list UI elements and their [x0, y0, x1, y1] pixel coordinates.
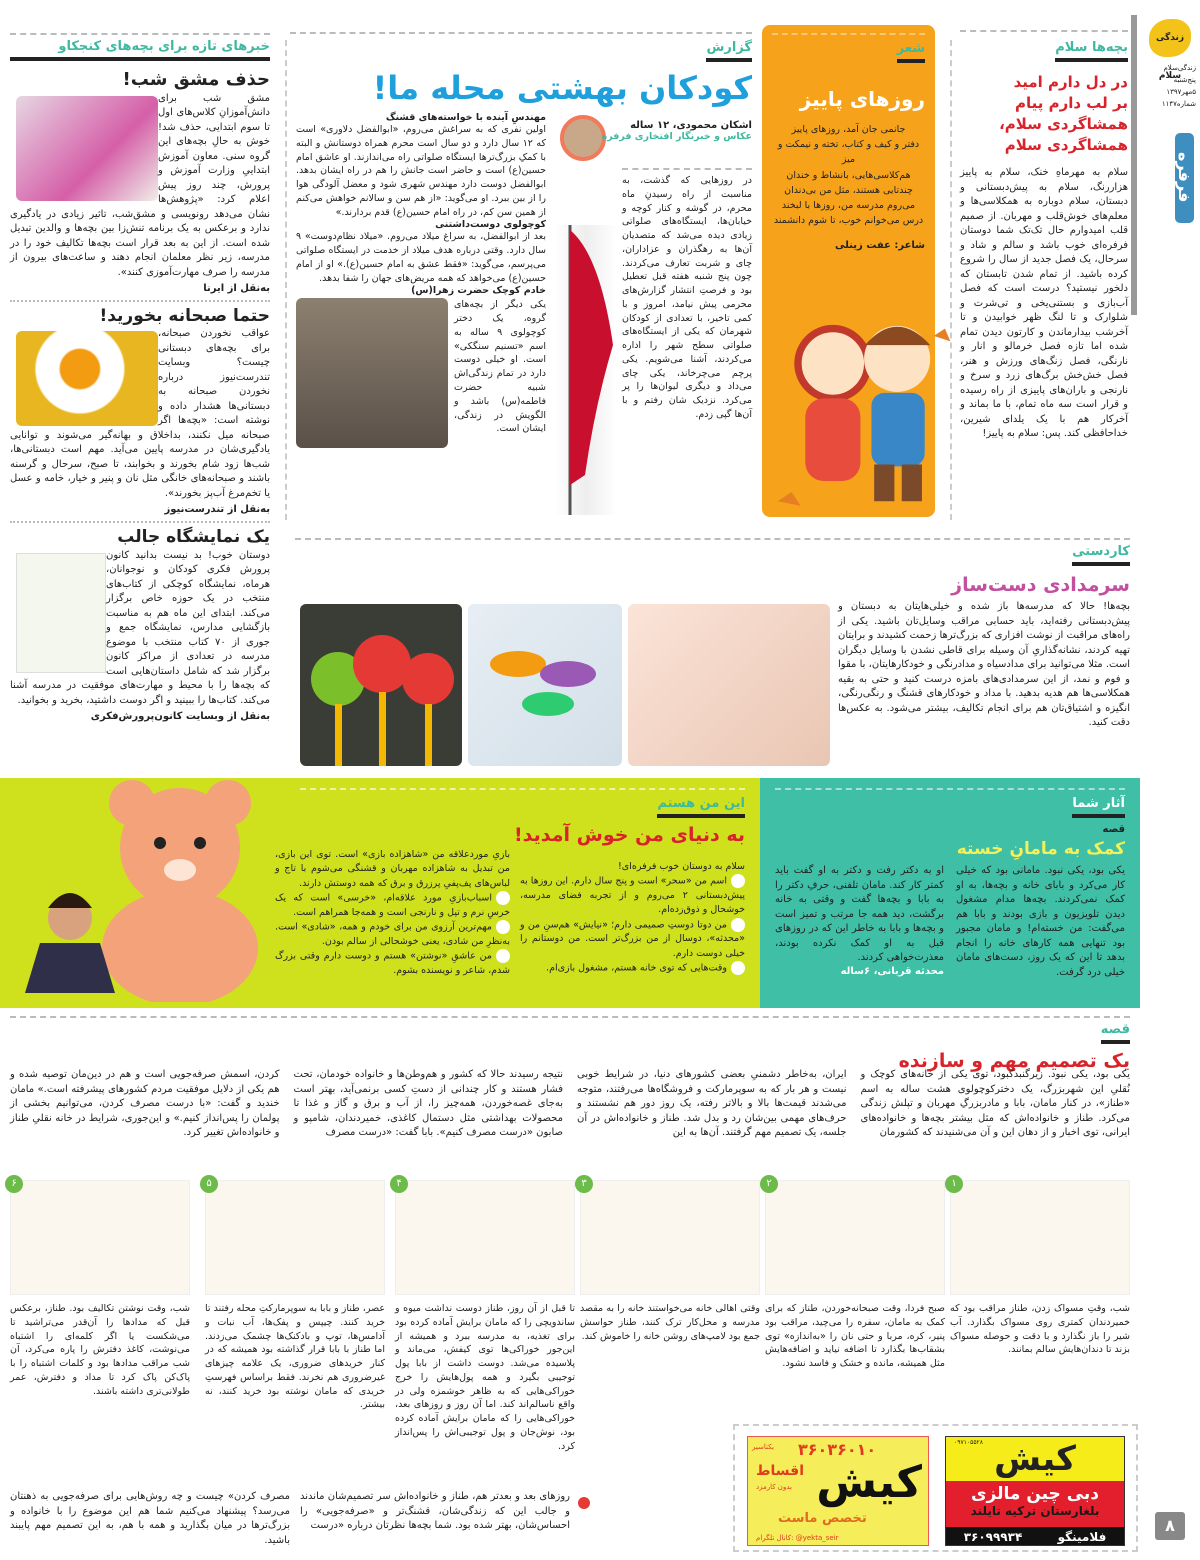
poem-line: درس می‌خوانم خوب، تا شوم دانشمند	[773, 215, 924, 227]
ad-flamingo[interactable]	[945, 1436, 1125, 1546]
section-kicker: این من هستم	[657, 796, 745, 818]
ad-tagline: تخصص ماست	[778, 1511, 867, 1526]
yours-section	[760, 778, 1140, 1008]
comic-panel	[205, 1180, 385, 1295]
yours-label: قصه	[1102, 824, 1125, 835]
section-kicker: شعر	[897, 41, 925, 63]
report-subhead: مهندسِ آینده با خواسته‌های قشنگ	[385, 112, 546, 123]
ad-channel: کانال تلگرام: @yekta_seir	[756, 1534, 839, 1542]
ad-phone: ۳۶۰۹۹۹۳۴	[963, 1530, 1023, 1544]
kids-illustration	[770, 290, 960, 515]
me-item: اسم من «سحر» است و پنج سال دارم. این روزها به پیش‌دبستانی ۲ می‌روم و از تجربه فضای مدرسه، خوشحال و ذوق‌زده‌ام.	[520, 875, 745, 916]
news-title: یک نمایشگاه جالب	[117, 527, 270, 548]
yours-col2: او به دکتر رفت و دکتر به او گفت باید کمتر کار کند. مامان تلفنی، حرفِ دکتر را به بابا و بچه‌ها گفت و وقتی به خانه برگشت، دید همه جا مرتب و تمیز است و بچه‌ها و بابا به خاطر این که در روزهای قبل به او کمک نکرده بودند، معذرت‌خواهی کردند.	[775, 865, 944, 964]
section-kicker: بچه‌ها سلام	[1055, 40, 1128, 62]
poem-line: دفتر و کیف و کتاب، تخته و نیمکت و میز	[777, 139, 920, 166]
craft-body: بچه‌ها! حالا که مدرسه‌ها باز شده و خیلی‌هایتان به دبستان و پیش‌دبستانی رفته‌اید، باید حسابی مراقب وسایل‌تان باشید. یکی از راه‌های مراقبت از نوشت افزاری که بزرگ‌ترها زحمت کشیدند و برایتان تهیه کردند، نشانه‌گذاریِ آن وسیله برای قاطی نشدن با وسایل دیگران است. مثلا می‌توانید برای مدادسیاه و مدادرنگی و خودکارهایتان، با مقوا و فوم و نمد، از این سرمدادی‌های بامزه درست کنید و حتی به بقیه همکلاسی‌ها هم هدیه بدهید. با مداد و خودکارهای قشنگ و رنگی‌رنگی، انگیزه و اشتیاق‌تان هم برای انجام تکالیف، بیشتر می‌شود. به عکس‌ها دقت کنید.	[838, 601, 1130, 728]
ad-brand: یکتاسیر	[752, 1443, 774, 1451]
girl-bear-photo	[0, 778, 270, 1008]
story-title: یک تصمیم مهم و سازنده	[898, 1050, 1130, 1072]
ad-line: بلغارستان ترکیه تایلند	[970, 1504, 1100, 1519]
comic-panel	[10, 1180, 190, 1295]
panel-number: ۵	[200, 1175, 218, 1193]
divider	[285, 40, 287, 520]
poem-title: روزهای پاییز	[799, 87, 925, 111]
logo: زندگی سلام	[1149, 19, 1191, 57]
story-col: کردن، اسمش صرفه‌جویی است و هم در دین‌مان توصیه شده و هم یکی از دلایل موفقیت مردم کشورهای پیشرفته است.» مامان خندید و گفت: «با درست مصرف کردن، می‌توانیم بخشی از پولمان را پس‌انداز کنیم.» و این‌جوری، شرایط در خانه نقلیِ طناز و خانواده‌اش تغییر کرد.	[10, 1069, 280, 1138]
ad-title: کیش	[816, 1457, 922, 1508]
meta-line: ۵مهر۱۳۹۷	[1166, 87, 1196, 96]
bullet-icon	[496, 920, 510, 934]
horse-pencils-photo	[628, 604, 830, 766]
masthead	[1140, 15, 1200, 335]
me-item: مهم‌ترین آرزوی من برای خودم و همه، «شادی» است. به‌نظرِ من شادی، یعنی خوشحالی از سالم بودن.	[275, 921, 510, 947]
report-paragraph-text: یکی دیگر از بچه‌های گروه، یک دختر کوچولوی ۹ ساله به اسم «تسنیم سنگکی» است. او خیلی دوست دارد در تمام زندگی‌اش شبیه حضرت فاطمه(س) باشد و الگویش در زندگی، ایشان است.	[454, 299, 546, 435]
hello-title-line: همشاگردی سلام	[1004, 136, 1128, 154]
me-greeting: سلام به دوستان خوب فرفره‌ای!	[618, 861, 745, 872]
reporter-role: عکاس و خبرنگار افتخاری فرفره	[601, 131, 752, 142]
meta-line: زندگی‌سلام	[1163, 64, 1196, 72]
panel-caption: تا قبل از آن روز، طناز دوست نداشت میوه و ساندویچی را که مامان برایش آماده کرده بود برای تغذیه، به مدرسه ببرد و همیشه از این‌جور خوراکی‌ها توی کیفش، می‌ماند و پلاسیده می‌شد. دوست داشت از بابا پول توجیبی بگیرد و همه پول‌هایش را خرج خوراکی‌هایی که به ظاهر خوشمزه ولی در واقع ناسالم‌اند کند. اما آن روز و روزهای بعد، خوراکی‌هایی را که مامان برایش آماده کرده بود، نوش‌جان و پول توجیبی‌اش را پس‌انداز کرد.	[395, 1303, 575, 1452]
story-section	[10, 1016, 1130, 1074]
hello-title-line: همشاگردی سلام،	[999, 115, 1128, 133]
ad-offer-sub: بدون کارمزد	[756, 1483, 792, 1491]
reporter-name: اشکان محمودی، ۱۲ ساله	[630, 120, 752, 131]
news-body: دوستان خوب! بد نیست بدانید کانون پرورش فکری کودکان و نوجوانان، هرماه، نمایشگاه کوچکی از کتاب‌های منتخب در یک حوزه خاص برگزار می‌کند. ابتدای این ماه هم به مناسبت بازگشایی مدارس، نمایشگاه جمع و جوری از ۷۰ کتاب منتخب با موضوع مدرسه در تعدادی از مراکز کانون برگزار شد که شامل داستان‌هایی است که بچه‌ها را با محیط و مهارت‌های موفقیت در مدرسه آشنا می‌کند. کتاب‌ها را ببینید و اگر دوست داشتید، بخرید و بخوانید.	[10, 549, 270, 706]
report-title: کودکان بهشتی محله ما!	[372, 69, 752, 107]
me-item: من دوتا دوستِ صمیمی دارم؛ «نیایش» هم‌سنِ من و «محدثه»، دوسال از من بزرگ‌تر است. من دوستانم را خیلی دوست دارم.	[520, 919, 745, 959]
hello-body: سلام به مهرماهِ خنک، سلام به پاییز هزاررنگ، سلام به پیش‌دبستانی و دبستان، سلام دوباره به همکلاسی‌ها و معلم‌های خوش‌قلب و مهربان. از صمیم قلب امیدوارم حال تک‌تک شما دوستان فرفره‌ای خوب باشد و سالم و شاد و سرحال، یک فصل جدید از سال را شروع کرده باشید. از تمام شدن تابستان که دلخور نیستید؟ درست است که فصل آب‌بازی و بستنی‌یخی و تی‌شرت و شلوارک و تا لنگ ظهر خوابیدن و تا آخرشب بیدارماندن و کارتون دیدن تمام شده اما تازه فصل خرمالو و انار و نارنگی، فصل زنگ‌های ورزش و هنر، فصل خش‌خش برگ‌های زرد و سرخ و نارنجی و باران‌های پاییزی از راه رسیده و قرار است سه ماه تمام، با ما بماند و آخرکار هم با یک یلدای شیرین، خداحافظی کند. پس: سلام به پاییز!	[960, 167, 1128, 439]
scroll-rule	[1131, 15, 1137, 315]
me-item: اسباب‌بازیِ مورد علاقه‌ام، «خرسی» است که یک خرسِ نرم و تپل و نارنجی است و همه‌جا همراهم است.	[275, 892, 510, 918]
yours-author: محدثه قربانی، ۶ساله	[840, 965, 944, 977]
fish-pencils-photo	[468, 604, 622, 766]
meta-line: شماره۱۱۴۷	[1161, 99, 1196, 108]
yours-col1: یکی بود، یکی نبود. مامانی بود که خیلی کار می‌کرد و بابای خانه و بچه‌ها، به او کمک نمی‌کردند. بچه‌ها مدام مشغول دیدن تلویزیون و بازی بودند و بابا هم می‌گفت: من خسته‌ام! و مامان مجبور بود تنهایی همه کارهای خانه را انجام بدهد تا این که یک روز، دست‌های مامان خیلی درد گرفت.	[956, 865, 1125, 978]
ad-title: کیش	[994, 1439, 1076, 1479]
ad-brand: فلامینگو	[1057, 1530, 1107, 1544]
story-footer: روزهای بعد و بعدتر هم، طناز و خانواده‌اش سر تصمیم‌شان ماندند و جالب این که زندگی‌شان، قشنگ‌تر و «صرفه‌جویی» را احساس‌شان، بهتر شده بود. شما بچه‌ها نظرتان درباره «درست	[300, 1491, 570, 1531]
bullet-icon	[731, 874, 745, 888]
poem-author: شاعر: عفت زینلی	[834, 240, 925, 252]
panel-number: ۲	[760, 1175, 778, 1193]
bullet-icon	[578, 1497, 590, 1509]
comic-panel	[580, 1180, 760, 1295]
hello-title-line: در دل دارم امید	[1013, 73, 1128, 91]
meta-line: پنج‌شنبه	[1173, 75, 1196, 84]
book-cover	[16, 553, 106, 673]
panel-number: ۳	[575, 1175, 593, 1193]
reporter-byline	[601, 120, 752, 142]
poem-line: جانمی جان آمد، روزهای پاییز	[791, 124, 906, 135]
news-title: حتما صبحانه بخورید!	[99, 306, 270, 326]
report-subhead: خادم کوچک حضرت زهرا(س)	[411, 285, 546, 297]
news-section	[10, 33, 270, 722]
me-section	[0, 778, 760, 1008]
panel-number: ۴	[390, 1175, 408, 1193]
poem-line: هم‌کلاسی‌هایی، بانشاط و خندان	[786, 169, 911, 181]
ad-line: دبی چین مالزی	[970, 1484, 1100, 1504]
bullet-icon	[496, 949, 510, 963]
comic-panel	[395, 1180, 575, 1295]
kids-photo	[296, 298, 448, 448]
bullet-icon	[496, 891, 510, 905]
section-kicker: خبرهای تازه برای بچه‌های کنجکاو	[10, 39, 270, 61]
panel-caption: شب، وقتِ مسواک زدن، طناز مراقب بود که خمیردندان کمتری روی مسواک بگذارد. آب شیر را باز نگذارد و با دقت و حوصله مسواک بزند تا دندان‌هایش سالم بمانند.	[950, 1303, 1130, 1356]
poem-line: چندتایی هستند، مثل من بی‌دندان	[784, 184, 913, 196]
panel-number: ۶	[5, 1175, 23, 1193]
bullet-icon	[731, 918, 745, 932]
ad-phone: ۳۶۰۳۶۰۱۰	[798, 1440, 877, 1459]
me-item: وقت‌هایی که توی خانه هستم، مشغول بازی‌ام.	[546, 962, 727, 974]
news-source: به‌نقل از وبسایت کانون‌پرورش‌فکری	[90, 711, 270, 722]
hello-title-line: بر لب دارم پیام	[1015, 94, 1128, 112]
comic-panel	[950, 1180, 1130, 1295]
news-source: به‌نقل از تندرست‌نیوز	[164, 504, 270, 516]
me-title: به دنیای من خوش آمدید!	[513, 824, 745, 846]
ad-offer: اقساط	[756, 1463, 805, 1479]
report-section	[290, 32, 752, 108]
news-title: حذف مشق شب!	[122, 69, 270, 90]
section-kicker: کاردستی	[1072, 544, 1130, 566]
craft-title: سرمدادی دست‌ساز	[951, 574, 1130, 596]
me-col2	[275, 848, 510, 978]
news-body: عواقب نخوردن صبحانه، برای بچه‌های دبستانی چیست؟ وبسایت تندرست‌نیوز درباره نخوردن صبحانه به دبستانی‌ها هشدار داده و نوشته است: «بچه‌ها اگر صبحانه میل نکنند، بداخلاق و بهانه‌گیر می‌شوند و توانایی یادگیری‌شان در مدرسه پایین می‌آید. مهم است دبستانی‌ها، شب‌ها زود شام بخورند و بخوابند، تا صبح، سرحال و گرسنه باشند و صبحانه‌های خانگی مثل نان و پنیر و خیار، خامه و عسل یا تخم‌مرغ آب‌پز بخورند».	[10, 328, 270, 499]
report-col1: در روزهایی که گذشت، به مناسبت از راه رسیدنِ ماه محرم، در گوشه و کنار کوچه و خیابان‌ها، ایستگاه‌های صلواتی زیادی دیده می‌شد که متصدیان آن‌ها به رهگذران و عزاداران، چای و شربت تعارف می‌کردند. چون پنج شنبه هفته قبل تعطیل بود و فرصتِ انتشار گزارش‌های محرمی پیش نیامد، امروز و با کمی تاخیر، با تعدادی از کودکان شهرمان که یکی از ایستگاه‌های صلواتی سطح شهر را اداره می‌کردند، آشنا می‌شویم. یکی پرچم می‌چرخاند، یکی چای می‌داد و دیگری لیوان‌ها را پر می‌کرد. نزدیک شان رفتم و با آن‌ها گپی زدم.	[622, 168, 752, 422]
poem-line: می‌روم مدرسه من، روزها با لبخند	[781, 199, 916, 211]
story-footer: مصرف کردن» چیست و چه روش‌هایی برای صرفه‌جویی به ذهنتان می‌رسد؟ پیشنهاد می‌کنیم شما هم این موضوع را با خانواده و بزرگ‌ترها در میان بگذارید و همه با هم، به این تصمیم مهم پایبند باشید.	[10, 1491, 290, 1546]
story-col: یکی بود، یکی نبود. زیرگنبدکبود، توی یکی از خانه‌های کوچک و نُقلیِ این شهربزرگ، یک دخترکوچولوی هشت ساله به اسم «طناز»، در کنار مامان، بابا و مادربزرگِ مهربان و تپلش زندگی می‌کرد. طناز و خانواده‌اش که مثل بیشتر بچه‌ها و خانواده‌های ایرانی، توی اخبار و از دهان این و آن می‌شنیدند که کشورمان	[860, 1069, 1130, 1138]
ad-yekta[interactable]	[747, 1436, 929, 1546]
report-subhead: کوچولوی دوست‌داشتنی	[435, 219, 546, 231]
me-intro: بازیِ موردعلاقه من «شاهزاده بازی» است. توی این بازی، من تبدیل به شاهزاده مهربان و قشنگی می‌شوم با تاج و لباس‌های پف‌پفیِ پرزرق و برق که همه دوستش دارند.	[275, 849, 510, 889]
report-paragraph: بعد از ابوالفضل، به سراغ میلاد می‌روم. «میلاد نظام‌دوست» ۹ سال دارد. وقتی درباره هدف میلاد از خدمت در ایستگاه صلواتی می‌پرسم، می‌گوید: «فقط عشق به امام حسین(ع).» او از امام حسین(ع) می‌خواهد که همه مریض‌های جهان را شفا بدهد.	[296, 231, 546, 284]
apple-pencils-photo	[300, 604, 462, 766]
hello-section	[960, 30, 1128, 442]
craft-section	[295, 538, 1130, 598]
story-col: نتیجه رسیدند حالا که کشور و هم‌وطن‌ها و خانواده خودمان، تحت فشار هستند و کار چندانی از دستِ کسی برنمی‌آید، بهتر است به‌جای غصه‌خوردن، همه‌چیز را، از آب و برق و گاز و غذا تا محصولات بهداشتی مثل دستمال کاغذی، خمیردندان، شامپو و صابون «درست مصرف کنیم». بابا گفت: «درست مصرف	[293, 1069, 563, 1138]
section-kicker: گزارش	[706, 40, 752, 62]
story-columns	[10, 1068, 1130, 1141]
panel-number: ۱	[945, 1175, 963, 1193]
comic-panel	[765, 1180, 945, 1295]
me-item: من عاشقِ «نوشتن» هستم و دوست دارم وقتی بزرگ شدم، شاعر و نویسنده بشوم.	[275, 950, 510, 976]
section-kicker: آثار شما	[1072, 796, 1125, 818]
section-tab[interactable]: فرفره	[1175, 133, 1194, 223]
homework-photo	[16, 96, 158, 201]
page-number: ۸	[1155, 1512, 1185, 1540]
panel-caption: شب، وقت نوشتن تکالیف بود. طناز، برعکس قبل که مدادها را آن‌قدر می‌تراشید تا می‌شکست یا اگر کلمه‌ای را اشتباه می‌نوشت، کاغذ دفترش را پاره می‌کرد، آن شب مراقب مدادها بود و کلمات اشتباه را با پاک‌کن پاک کرد تا مداد و دفترش، عمر طولانی‌تری داشته باشند.	[10, 1303, 190, 1397]
flag-photo	[555, 225, 617, 515]
yours-title: کمک به مامانِ خسته	[956, 839, 1125, 859]
ad-small: ۰۹۷۱۰۵۵۲۸	[954, 1439, 984, 1446]
me-col1	[520, 860, 745, 976]
panel-caption: عصر، طناز و بابا به سوپرمارکتِ محله رفتند تا خرید کنند. چیپس و پفک‌ها، آب نبات و آدامس‌ها، توپ و بادکنک‌ها چشمک می‌زدند. اما طناز با بابا قرار گذاشته بود همیشه که در کنار خریدهای ضروری، یک علامه چیزهای غیرضروری هم نخرند. فقط براساس فهرستِ خریدی که مامان نوشته بود خرید کنند، نه بیشتر.	[205, 1303, 385, 1411]
report-paragraph: اولین نفری که به سراغش می‌روم، «ابوالفضل دلاوری» است که ۱۲ سال دارد و دو سال است محرم همراه دوستانش و البته با کمکِ بزرگ‌ترها ایستگاه صلواتی راه می‌اندازند. او عاشق امام حسین(ع) است و حاضر است جانش را هم در راه ایشان بدهد. ابوالفضل دوست دارد مهندس شهری شود و معضل آلودگی هوا را از بین ببرد. او می‌گوید: «از هم سن و سالانم خواهش می‌کنم از همین سن کم، در راه امام حسین(ع) قدم بردارند.»	[296, 124, 546, 218]
panel-caption: وقتی اهالی خانه می‌خواستند خانه را به مقصد مدرسه و محل‌کار ترک کنند، طناز حواسش جمع بود لامپ‌های روشن خانه را خاموش کند.	[580, 1303, 760, 1342]
report-col2	[296, 112, 546, 448]
news-source: به‌نقل از ایرنا	[203, 283, 270, 294]
panel-caption: صبح فردا، وقت صبحانه‌خوردن، طناز که برای کمک به مامان، سفره را می‌چید، مراقب بود پنیر، کره، مربا و حتی نان را «به‌اندازه» توی بشقاب‌ها بگذارد تا اضافه نیاید و اضافه‌هایش مثل همیشه، مانده و خشک و فاسد نشود.	[765, 1303, 945, 1370]
news-body: مشق شب برای دانش‌آموزانِ کلاس‌های اول تا سوم ابتدایی، حذف شد! خوش به حالِ بچه‌های این گروه سنی. معاون آموزش ابتداییِ وزارت آموزش و پرورش، چند روز پیش اعلام کرد: «پژوهش‌ها نشان می‌دهد رونویسی و مشق‌شب، تاثیر زیادی در یادگیری ندارد و برعکس به یک برنامه تنش‌زا بین بچه‌ها و والدین تبدیل شده است. از این به بعد قرار است بچه‌ها تکالیف خود را در مدرسه، زیر نظر معلمان انجام دهند و ساعت‌های بیرون از مدرسه را صرف مهارت‌آموزی کنند».	[10, 92, 270, 278]
egg-photo	[16, 331, 158, 426]
bullet-icon	[731, 961, 745, 975]
section-kicker: قصه	[1101, 1022, 1130, 1044]
story-col: ایران، به‌خاطر دشمنیِ بعضی کشورهای دنیا، در شرایط خوبی نیست و هر بار که به سوپرمارکت و فروشگاه‌ها می‌رفتند، متوجه می‌شدند قیمت‌ها بالا و بالاتر رفته، یک روز دور هم نشستند و حرف‌های مهمی بین‌شان رد و بدل شد. طناز و خانواده‌اش در آن جلسه، یک تصمیم مهم گرفتند. آن‌ها به این	[577, 1069, 847, 1138]
reporter-avatar	[560, 115, 606, 161]
